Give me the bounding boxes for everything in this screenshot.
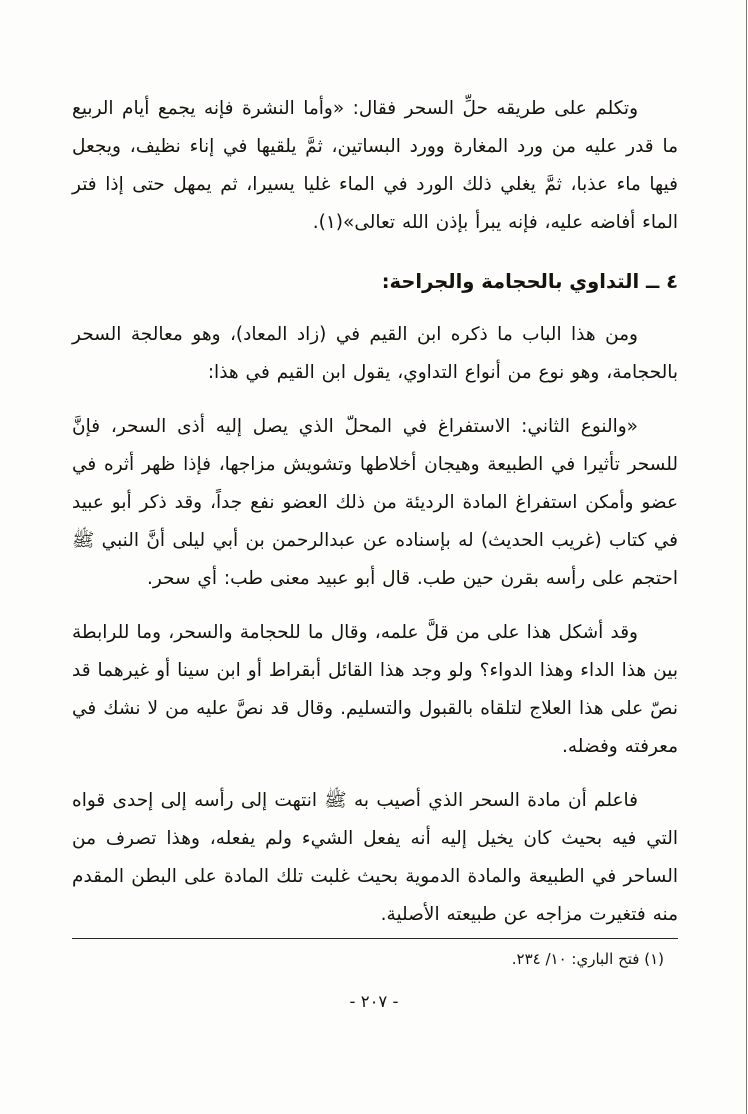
- scan-edge-artifact: [746, 0, 747, 1114]
- footnote: (١) فتح الباري: ١٠/ ٢٣٤.: [511, 950, 664, 968]
- paragraph-nushrah: وتكلم على طريقه حلِّ السحر فقال: «وأما النشرة فإنه يجمع أيام الربيع ما قدر عليه من ورد المغارة وورد البساتين، ثمَّ يلقيها في إناء نظيف، ويجعل فيها ماء عذبا، ثمَّ يغلي ذلك الورد في الماء غليا يسيرا، ثم يمهل حتى إذا فتر الماء أفاضه عليه، فإنه يبرأ بإذن الله تعالى»(١).: [72, 98, 678, 233]
- paragraph-objection: وقد أشكل هذا على من قلَّ علمه، وقال ما للحجامة والسحر، وما للرابطة بين هذا الداء وهذا الدواء؟ ولو وجد هذا القائل أبقراط أو ابن سينا أو غيرهما قد نصّ على هذا العلاج لتلقاه بالقبول والتسليم. وقال قد نصَّ عليه من لا نشك في معرفته وفضله.: [72, 622, 678, 757]
- paragraph-explanation: فاعلم أن مادة السحر الذي أصيب به ﷺ انتهت إلى رأسه إلى إحدى قواه التي فيه بحيث كان يخيل إليه أنه يفعل الشيء ولم يفعله، وهذا تصرف من الساحر في الطبيعة والمادة الدموية بحيث غلبت تلك المادة على البطن المقدم منه فتغيرت مزاجه عن طبيعته الأصلية.: [72, 790, 678, 925]
- paragraph-second-type: «والنوع الثاني: الاستفراغ في المحلّ الذي يصل إليه أذى السحر، فإنَّ للسحر تأثيرا في الطبيعة وهيجان أخلاطها وتشويش مزاجها، فإذا ظهر أثره في عضو وأمكن استفراغ المادة الرديئة من ذلك العضو نفع جداً، وقد ذكر أبو عبيد في كتاب (غريب الحديث) له بإسناده عن عبدالرحمن بن أبي ليلى أنَّ النبي ﷺ احتجم على رأسه بقرن حين طب. قال أبو عبيد معنى طب: أي سحر.: [72, 416, 678, 589]
- paragraph-ibn-qayyim-intro: ومن هذا الباب ما ذكره ابن القيم في (زاد المعاد)، وهو معالجة السحر بالحجامة، وهو نوع من أنواع التداوي، يقول ابن القيم في هذا:: [72, 324, 678, 383]
- section-heading-hijamah: ٤ ــ التداوي بالحجامة والجراحة:: [381, 270, 678, 293]
- page-number: - ٢٠٧ -: [349, 992, 399, 1011]
- footnote-divider: [72, 938, 678, 939]
- footnote-area: [72, 938, 678, 971]
